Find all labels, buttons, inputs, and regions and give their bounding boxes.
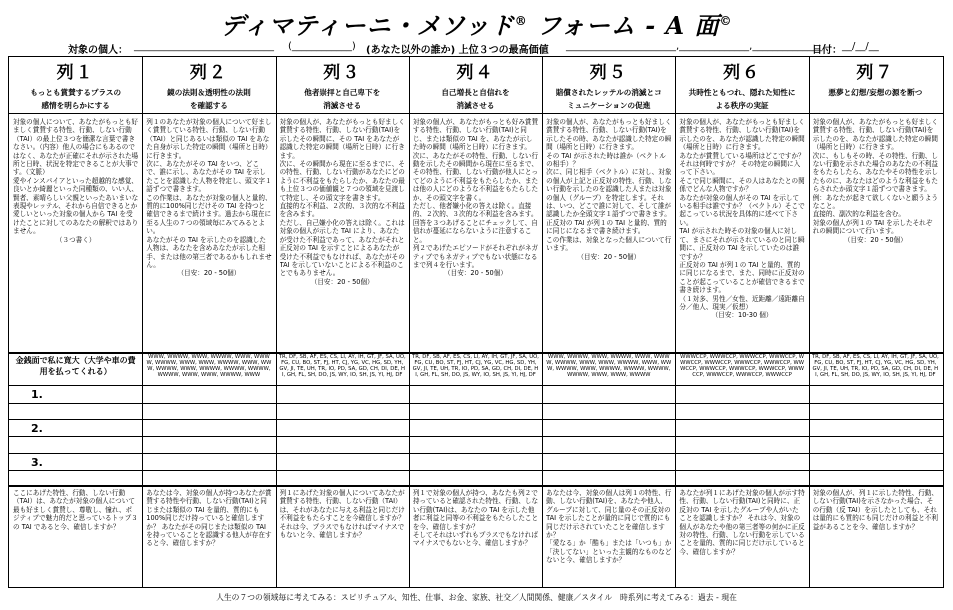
- column-instructions-3: 対象の個人が、あなたがもっとも好ましく賞賛する特性、行動、しない行動(TAI)を示したその瞬間に、その TAI をあなたが認識した特定の瞬間（場所と日時）に行きます。 次に、その瞬間から現在に至るまでに、その特性、行動、しない行動があなたにどのように不利益をもたらしたか、あなたの最も上位３つの価値観と７つの領域を見渡して特定し、その頭文字を書きます。 直接的な不利益、２次的、３次的な不利益を含みます。 ただし、自己嫌小化の答えは除く。これは対象の個人が示した TAI により、あなたが受けた不利益であって、あなたがそれと正反対の TAI を示すことによるあなたが受けた不利益でもなければ、あなたがその TAI を示していないことによる不利益のことでもありません。 （目安：20 - 50個）: [279, 118, 405, 286]
- example-entry-cell: WWWCCP, WWWCCP, WWWCCP, WWWCCP, WWWCCP, WWWCCP, WWWCCP, WWWCCP, WWWCCP, WWWCCP, WWWCCP, WWWCCP, WWWCCP, WWWCCP, WWWCCP, WWWCCP: [680, 354, 805, 379]
- divider: [9, 113, 943, 114]
- entry-cell[interactable]: [676, 454, 807, 469]
- entry-row-label: 3.: [31, 456, 43, 469]
- entry-cell[interactable]: [810, 437, 941, 452]
- entry-cell[interactable]: [277, 404, 408, 418]
- date-field[interactable]: __/__/__: [842, 41, 879, 52]
- entry-cell[interactable]: [277, 437, 408, 452]
- entry-cell[interactable]: [543, 404, 674, 418]
- entry-cell[interactable]: [543, 471, 674, 484]
- top-values-label: (あなた以外の誰か) 上位３つの最高価値: [366, 45, 549, 56]
- entry-cell[interactable]: [810, 420, 941, 435]
- column-divider: [142, 57, 143, 587]
- entry-cell[interactable]: [143, 387, 274, 402]
- column-subtitle: 鏡の法則＆透明性の法則 を確認する: [167, 88, 251, 110]
- column-guideline: （目安：20 - 50個）: [444, 269, 507, 278]
- column-number: 列６: [723, 63, 762, 83]
- entry-cell[interactable]: [277, 420, 408, 435]
- entry-cell[interactable]: [810, 471, 941, 484]
- subject-relation-field[interactable]: (____________): [288, 41, 356, 52]
- column-instructions-5: 対象の個人が、あなたがもっとも好ましく賞賛する特性、行動、しない行動(TAI)を示したその時、あなたが認識した特定の瞬間（場所と日時）に行きます。 その TAI が示された時は誰か（ベクトルの相手）？ 次に、同じ相手（ベクトル）に対し、対象の個人が上記と正反対の特性、行動、しない行動を示したのを認識した人または対象の個人（グループ）を特定します。それは、いつ、どこで誰に対して、そして誰が認識したか全頭文字１語ずつで書きます。正反対の TAI が列１の TAI と量的、質的に同じになるまで書き続けます。 この作業は、対象となった個人について行います。 （目安：20 - 50個）: [546, 118, 672, 261]
- column-instructions-1: 対象の個人について、あなたがもっとも好ましく賞賛する特性、行動、しない行動（TAI）の最上位３つを簡潔な言葉で書きなさい。（内容）他人の場合にもあるのではなく、あなたが正確にそれが示された場所と日時、状況を特定できることが大事です。（文脈） 愛やインスパイアといった超越的な感覚、良いとか綺麗といった同種類の、いい人、賢者、素晴らしい父親といったあいまいな表現やレッテル、それから自信できるとか愛しいといった対象の個人から TAI を受けたことに対してのあなたの解釈ではありません。 （３つ書く）: [13, 118, 139, 244]
- column-guideline: （目安：20 - 50個）: [177, 269, 241, 278]
- column-confirmation-7: 対象の個人が、列１に示した特性、行動、しない行動(TAI)を示さなかった場合、その行動（反 TAI）を示したとしても、それは量的にも質的にも同じだけの利益と不利益があることを今、確信しますか？: [812, 489, 938, 531]
- column-header-3: [276, 57, 409, 113]
- column-confirmation-4: 列１で対象の個人が持つ、あなたも列２で持っていると確認された特性、行動、しない行動(TAI)は、あなたの TAI を示した他者に利益と同等の不利益をもたらしたことを今、確信しますか？ そしてそれはいずれもプラスでもなければマイナスでもないと今、確信しますか？: [412, 489, 539, 548]
- column-instructions-7: 対象の個人が、あなたがもっとも好ましく賞賛する特性、行動、しない行動(TAI)を示したのを、あなたが認識した特定の瞬間（場所と日時）に行きます。 次に、もしもその時、その特性、行動、しない行動を示された場合のあなたの不利益をもたらしたら、あなたやその特性を示したものに、あなたはどのような利益をもたらされたか頭文字１語ずつで書きます。 例：あなたが起きて欲しくないと願うようなこと。 直接的、副次的な利益を含む。 対象の個人が列１の TAI を示したそれぞれの瞬間について行います。 （目安：20 - 50個）: [812, 118, 938, 244]
- column-number: 列７: [856, 63, 895, 83]
- column-guideline: （目安：20 - 50個）: [310, 277, 374, 286]
- column-header-1: [9, 57, 142, 113]
- column-subtitle: 自己増長と自信れを 消滅させる: [441, 88, 510, 110]
- column-subtitle: 共時性ともつれ、隠れた知性に よる秩序の実証: [688, 88, 796, 110]
- entry-cell[interactable]: [676, 420, 807, 435]
- column-number: 列４: [456, 63, 495, 83]
- column-confirmation-6: あなたが列１にあげた対象の個人が示す特性、行動、しない行動(TAI)と同時に、正反対の TAI を示したグループや人がいたことを認識しますか？ それは今、対象の個人があなたや他の第三者等の何かに正反対の特性、行動、しない行動を示していることを量的、質的に同じだけ示していると今、確信しますか？: [679, 489, 805, 556]
- entry-cell[interactable]: [277, 471, 408, 484]
- column-confirmation-1: ここにあげた特性、行動、しない行動（TAI）は、あなたが対象の個人について最も好ましく賞賛し、尊敬し、憧れ、ポジティブで魅力的だと思っているトップ３の TAI であると今、確信しますか？: [13, 489, 138, 531]
- column-divider: [675, 57, 676, 587]
- example-entry-cell: TR, DF, SB, AF, ES, CS, LI, AY, IH, GT, JF, SA, UO, FG, CU, BO, ST, FJ, HT, CJ, YG, VC, HG, SD, YH, GV, JI, TE, UH, TR, IO, PD, SA, GD, CH, DI, DE, HI, GH, FL, SH, DO, JS, WY, IO, SH, JS, YI, HJ, DF: [278, 354, 406, 379]
- entry-cell[interactable]: [143, 437, 274, 452]
- entry-cell[interactable]: [410, 420, 541, 435]
- entry-cell[interactable]: [143, 454, 274, 469]
- column-guideline: （目安：20 - 50個）: [577, 252, 641, 261]
- entry-cell[interactable]: [543, 420, 674, 435]
- column-header-2: [142, 57, 275, 113]
- column-number: 列３: [323, 63, 362, 83]
- entry-cell[interactable]: [277, 387, 408, 402]
- entry-cell[interactable]: [410, 387, 541, 402]
- column-guideline: （３つ書く）: [55, 235, 96, 244]
- example-entry-cell: TR, DF, SB, AF, ES, CS, LI, AY, IH, GT, JF, SA, UO, FG, CU, BO, ST, FJ, HT, CJ, YG, VC, HG, SD, YH, GV, JI, TE, UH, TR, IO, PD, SA, GD, CH, DI, DE, HI, GH, FL, SH, DO, JS, WY, IO, SH, JS, YI, HJ, DF: [412, 354, 539, 379]
- subject-label: 対象の個人：: [68, 45, 128, 56]
- example-entry-cell: WWW, WWWW, WWW, WWWW, WWW, WWWW, WWWW, WWW, WWW, WWWW, WWW, WWW, WWWW, WWW, WWWW, WWWW, WWWW, WWWW, WWW, WWW, WWWW, WWW: [146, 354, 272, 379]
- column-header-6: [675, 57, 808, 113]
- entry-cell[interactable]: [810, 404, 941, 418]
- entry-cell[interactable]: [277, 454, 408, 469]
- form-title: ディマティーニ・メソッド® フォーム - A 面©: [220, 11, 733, 40]
- column-subtitle: 賠償されたレッテルの消滅とコ ミュニケーションの促進: [555, 88, 662, 110]
- entry-cell[interactable]: [143, 420, 274, 435]
- column-guideline: （目安：20 - 50個）: [843, 235, 907, 244]
- entry-row-label: 2.: [31, 422, 43, 435]
- column-guideline: （目安：10-30 個）: [711, 311, 773, 320]
- column-divider: [809, 57, 810, 587]
- entry-cell[interactable]: [676, 437, 807, 452]
- entry-cell[interactable]: [410, 404, 541, 418]
- entry-cell[interactable]: [410, 454, 541, 469]
- entry-cell[interactable]: [410, 471, 541, 484]
- entry-cell[interactable]: [676, 404, 807, 418]
- entry-cell[interactable]: [810, 387, 941, 402]
- column-instructions-6: 対象の個人が、あなたがもっとも好ましく賞賛する特性、行動、しない行動(TAI)を示したのを、あなたが認識した特定の瞬間（場所と日時）に行きます。 あなたが賞賛している場所はどこですか？ それは何時ですか？ その特定の瞬間に入って下さい。 そこで同じ瞬間に、その人はあなたとの関係でどんな人物ですか？ あなたが対象の個人がその TAI を示している相手は誰ですか？（ベクトル）そこで起こっている状況を具体的に述べて下さい。 TAI が示された時その対象の個人に対して、まさにそれが示されているのと同じ瞬間に、正反対の TAI を示していたのは誰ですか？ 正反対の TAI が列１の TAI と量的、質的に同じになるまで、また、同時に正反対のことが起こっていることが確信できるまで書き続けます。 （１対多、男性／女性、近距離／遠距離自分／他人、現実／仮想） （目安：10-30 個）: [679, 118, 805, 320]
- form-header: [0, 41, 953, 55]
- column-number: 列２: [189, 63, 228, 83]
- column-instructions-4: 対象の個人が、あなたがもっとも好み賞賛する特性、行動、しない行動(TAI)と同じ、または類似の TAI を、あなたが示した時の瞬間（場所と日時）に行きます。 次に、あなたがその特性、行動、しない行動を示したその瞬間から現在に至るまで、その特性、行動、しない行動が他人にとってどのように不利益をもたらしたか、または他の人にどのような不利益をもたらしたか、その頭文字を書く。 ただし、他者嫌小化の答えは除く。直接的、２次的、３次的な不利益を含みます。 回答を３つあげることにチェックして、自信れが蔓延にならないように注意すること。 列２であげたエピソードがそれぞれがネガティブでもネガティブでもない状態になるまで列４を行います。 （目安：20 - 50個）: [412, 118, 539, 278]
- column-number: 列５: [589, 63, 628, 83]
- subject-name-field[interactable]: ____________________________: [134, 41, 274, 52]
- divider: [9, 385, 943, 386]
- example-entry-cell: WWW, WWWW, WWW, WWWW, WWW, WWWW, WWWW, WWW, WWW, WWWW, WWW, WWW, WWWW, WWW, WWWW, WWWW, WWWW, WWWW, WWW, WWW, WWWW: [546, 354, 672, 379]
- column-header-5: [542, 57, 675, 113]
- gold-row-label: 金銭面で私に寛大（大学や車の費用を払ってくれる）: [15, 356, 136, 376]
- entry-cell[interactable]: [676, 471, 807, 484]
- column-divider: [409, 57, 410, 587]
- column-confirmation-3: 列１にあげた対象の個人についてあなたが賞賛する特性、行動、しない行動（TAI）は、それがあなたに与える利益と同じだけ不利益をもたらすことを今確信しますか？ それは今、プラスでもなければマイナスでもないと今、確信しますか？: [279, 489, 405, 540]
- footer-note: 人生の７つの領域毎に考えてみる：スピリチュアル、知性、仕事、お金、家族、社交／人間関係、健康／スタイル 時系列に考えてみる：過去 - 現在: [216, 593, 737, 602]
- column-number: 列１: [56, 63, 95, 83]
- column-divider: [276, 57, 277, 587]
- entry-cell[interactable]: [143, 471, 274, 484]
- entry-cell[interactable]: [676, 387, 807, 402]
- entry-cell[interactable]: [810, 454, 941, 469]
- column-divider: [542, 57, 543, 587]
- column-confirmation-2: あなたは今、対象の個人が持つあなたが賞賛する特性や行動、しない行動(TAI)と同じまたは類似の TAI を量的、質的にも 100%同じだけ持っていると確信しますか？ あなたがその同じまたは類似の TAI を持っていることを認識する他人が存在すると今、確信しますか？: [146, 489, 272, 548]
- entry-cell[interactable]: [543, 437, 674, 452]
- column-subtitle: 他者崇拝と自己卑下を 消滅させる: [304, 88, 381, 110]
- column-subtitle: 悪夢と幻想/妄想の源を断つ: [828, 88, 923, 97]
- column-confirmation-5: あなたは今、対象の個人は列１の特性、行動、しない行動(TAI)を、あなたや他人、グループに対して、同じ量のその正反対の TAI を示したことが量的に同じで質的にも同じだけ示されていたことを確信しますか？ 「愛なる」か「酷も」または「いつも」か「決してない」といった主観的なものなどないと今、確信しますか？: [546, 489, 672, 565]
- top-values-field[interactable]: ______________________,______________,______________: [566, 41, 823, 52]
- entry-cell[interactable]: [543, 454, 674, 469]
- column-header-4: [409, 57, 542, 113]
- entry-cell[interactable]: [410, 437, 541, 452]
- date-label: 日付：: [812, 45, 842, 56]
- entry-cell[interactable]: [143, 404, 274, 418]
- column-instructions-2: 列１のあなたが対象の個人について好ましく賞賛している特性、行動、しない行動（TAI）と同じあるいは類似の TAI をあなた自身が示した特定の瞬間（場所と日時）に行きます。 次に、あなたがその TAI をいつ、どこで、誰に示し、あなたがその TAI を示したことを認識した人物を特定し、頭文字１語ずつで書きます。 この作業は、あなたが対象の個人と量的、質的に100%同じだけその TAI を持つと確信できるまで続けます。過去から現在に至る人生の７つの領域毎にみてみるとよい。 あなたがその TAI を示したのを認識した人物は、あなたを含めあなたが示した相手、または他の第三者であるかもしれません。 （目安：20 - 50個）: [146, 118, 272, 278]
- column-header-7: [809, 57, 942, 113]
- form-grid: [8, 56, 944, 588]
- divider: [9, 485, 943, 487]
- entry-cell[interactable]: [543, 387, 674, 402]
- entry-row-label: 1.: [31, 388, 43, 401]
- example-entry-cell: TR, DF, SB, AF, ES, CS, LI, AY, IH, GT, JF, SA, UO, FG, CU, BO, ST, FJ, HT, CJ, YG, VC, HG, SD, YH, GV, JI, TE, UH, TR, IO, PD, SA, GD, CH, DI, DE, HI, GH, FL, SH, DO, JS, WY, IO, SH, JS, YI, HJ, DF: [811, 354, 939, 379]
- column-subtitle: もっとも賞賛するプラスの 感情を明らかにする: [30, 88, 122, 110]
